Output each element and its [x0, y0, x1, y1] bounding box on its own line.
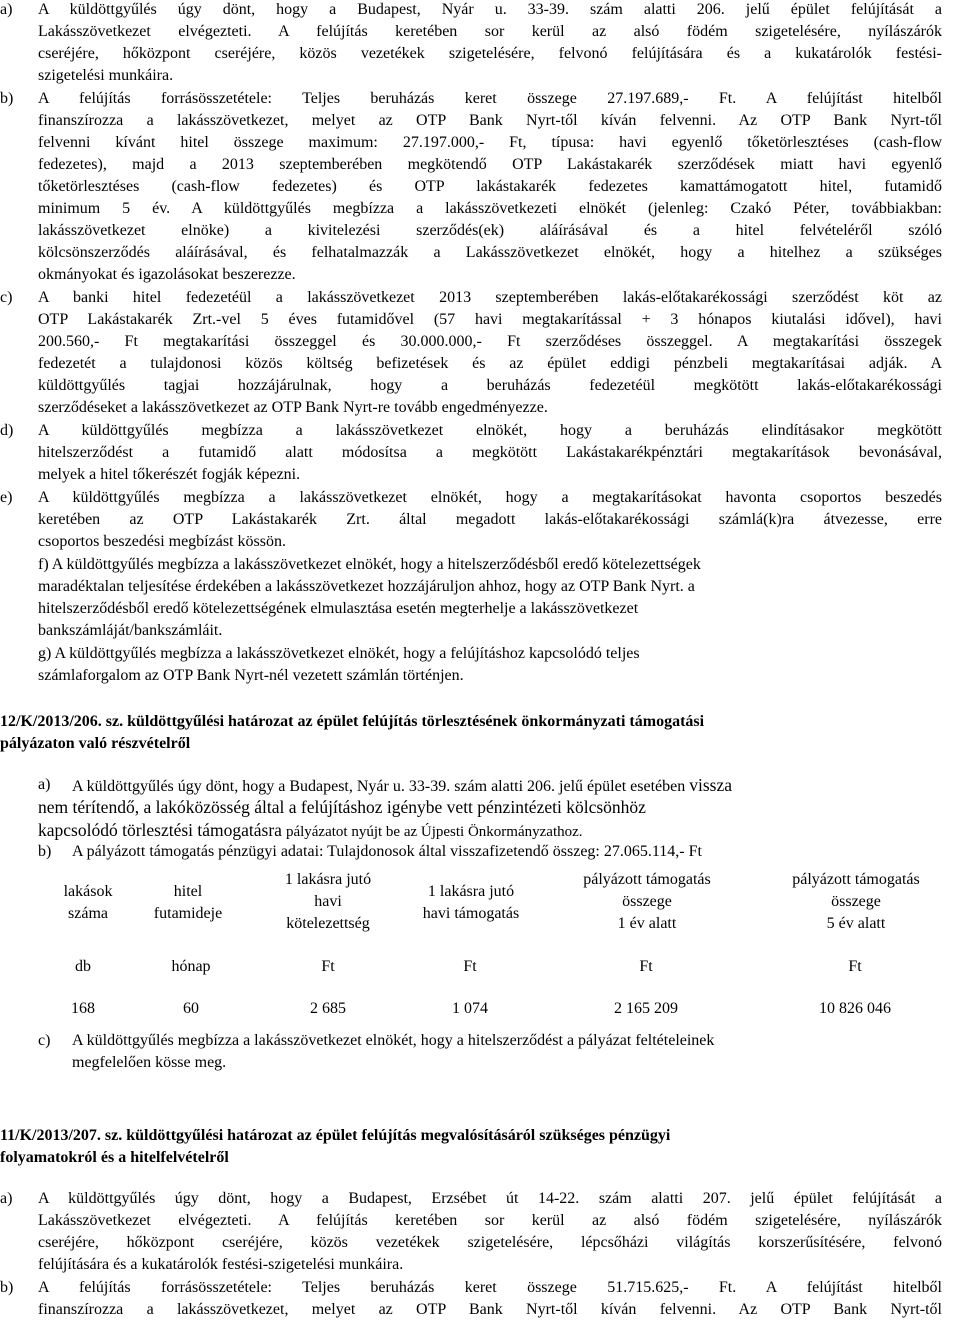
table-header-text: futamideje: [153, 905, 223, 922]
paragraph-line: küldöttgyűlés tagjai hozzájárulnak, hogy a beruházás fedezetéül megkötött lakás-előtakarékossági: [38, 377, 942, 394]
item-label-b: b): [38, 843, 52, 860]
paragraph-text: A küldöttgyűlés úgy dönt, hogy a Budapest, Nyár u. 33-39. szám alatti 206. jelű épület esetében: [72, 778, 686, 795]
table-value-cell: 2 165 209: [614, 1000, 678, 1017]
paragraph-text: vissza: [689, 775, 732, 795]
paragraph-line: A pályázott támogatás pénzügyi adatai: Tulajdonosok által visszafizetendő összeg: 27.065.114,- Ft: [72, 843, 702, 860]
paragraph-line: cseréjére, hőközpont cseréjére, közös vezetékek szigetelésére, felvonó felújítására és a kukatárolók festési-: [38, 45, 942, 62]
table-header-text: havi: [314, 893, 342, 910]
paragraph-line: cseréjére, hőközpont cseréjére, közös vezetékek szigetelésére, lépcsőházi világítás korszerűsítésére, felvonó: [38, 1234, 942, 1251]
resolution-heading: pályázaton való részvételről: [0, 735, 191, 752]
table-header-text: 1 lakásra jutó: [284, 871, 372, 888]
table-header-text: kötelezettség: [286, 915, 370, 932]
table-header-text: összege: [831, 893, 881, 910]
table-header-text: hitel: [173, 883, 203, 900]
paragraph-line: szigetelési munkáira.: [38, 67, 174, 84]
paragraph-line: A küldöttgyűlés megbízza a lakásszövetkezet elnökét, hogy a beruházás elindításakor megkötött: [38, 422, 942, 439]
item-label-a: a): [0, 1190, 13, 1207]
table-header-text: összege: [622, 893, 672, 910]
table-header-text: 1 lakásra jutó: [427, 883, 515, 900]
table-unit-cell: Ft: [639, 958, 653, 975]
paragraph-line: finanszírozza a lakásszövetkezet, melyet az OTP Bank Nyrt-től kíván felvenni. Az OTP Bank Nyrt-től: [38, 112, 942, 129]
paragraph-text: pályázatot nyújt be az Újpesti Önkormányzathoz.: [285, 824, 583, 840]
table-header-text: lakások: [63, 883, 113, 900]
paragraph-line: kölcsönszerződés aláírásával, és felhatalmazzák a Lakásszövetkezet elnökét, hogy a hitelhez a szükséges: [38, 244, 942, 261]
paragraph-line: bankszámláját/bankszámláit.: [38, 622, 223, 639]
table-value-cell: 168: [71, 1000, 95, 1017]
table-unit-cell: Ft: [848, 958, 862, 975]
paragraph-line: keretében az OTP Lakástakarék Zrt. által megadott lakás-előtakarékossági számlá(k)ra átvezesse, erre: [38, 511, 942, 528]
paragraph-line: f) A küldöttgyűlés megbízza a lakásszövetkezet elnökét, hogy a hitelszerződésből eredő kötelezettségek: [38, 556, 701, 573]
paragraph-line: okmányokat és igazolásokat beszerezze.: [38, 266, 296, 283]
paragraph-line: felvenni kívánt hitel összege maximum: 27.197.000,- Ft, típusa: havi egyenlő tőketörlesztéses (cash-flow: [38, 134, 942, 151]
table-value-cell: 60: [183, 1000, 199, 1017]
paragraph-line: A küldöttgyűlés úgy dönt, hogy a Budapest, Nyár u. 33-39. szám alatti 206. jelű épület felújítását a: [38, 1, 942, 18]
paragraph-line: minimum 5 év. A küldöttgyűlés megbízza a lakásszövetkezeti elnökét (jelenleg: Czakó Péter, továbbiakban:: [38, 200, 942, 217]
item-label-b: b): [0, 90, 14, 107]
paragraph-line: Lakásszövetkezet elvégezteti. A felújítás keretében sor kerül az alsó födém szigetelésére, nyílászárók: [38, 1212, 942, 1229]
table-header-text: havi támogatás: [422, 905, 520, 922]
table-unit-cell: Ft: [463, 958, 477, 975]
paragraph-line: fedezetes), majd a 2013 szeptemberében megkötendő OTP Lakástakarék szerződések miatt havi egyenlő: [38, 156, 942, 173]
paragraph-line: számlaforgalom az OTP Bank Nyrt-nél vezetett számlán történjen.: [38, 667, 464, 684]
table-unit-cell: hónap: [171, 958, 211, 975]
resolution-heading: folyamatokról és a hitelfelvételről: [0, 1149, 229, 1166]
table-unit-cell: Ft: [321, 958, 335, 975]
resolution-heading: 11/K/2013/207. sz. küldöttgyűlési határozat az épület felújítás megvalósításáról szükséges pénzügyi: [0, 1127, 671, 1144]
paragraph-line: A felújítás forrásösszetétele: Teljes beruházás keret összege 51.715.625,- Ft. A felújítást hitelből: [38, 1279, 942, 1296]
item-label-c: c): [38, 1032, 51, 1049]
paragraph-line: csoportos beszedési megbízást kössön.: [38, 533, 286, 550]
paragraph-line: lakásszövetkezet elnöke) a kivitelezési szerződés(ek) aláírásával és a hitel felvételéről szóló: [38, 222, 942, 239]
paragraph-line: hitelszerződést a futamidő alatt módosítsa a megkötött Lakástakarékpénztári megtakarítások bevonásával,: [38, 444, 942, 461]
paragraph-text: kapcsolódó törlesztési támogatásra: [38, 820, 282, 840]
paragraph-line: A küldöttgyűlés megbízza a lakásszövetkezet elnökét, hogy a hitelszerződést a pályázat feltételeinek: [72, 1032, 715, 1049]
paragraph-line: A banki hitel fedezetéül a lakásszövetkezet 2013 szeptemberében lakás-előtakarékossági szerződést köt az: [38, 289, 942, 306]
table-header-text: 1 év alatt: [617, 915, 677, 932]
item-label-e: e): [0, 489, 13, 506]
item-label-a: a): [0, 1, 13, 18]
table-unit-cell: db: [75, 958, 91, 975]
table-value-cell: 1 074: [452, 1000, 488, 1017]
table-value-cell: 10 826 046: [819, 1000, 891, 1017]
resolution-heading: 12/K/2013/206. sz. küldöttgyűlési határozat az épület felújítás törlesztésének önkormányzati támogatási: [0, 713, 705, 730]
paragraph-line: OTP Lakástakarék Zrt.-vel 5 éves futamidővel (57 havi megtakarítással + 3 hónapos kiutalási idővel), havi: [38, 311, 942, 328]
paragraph-line: Lakásszövetkezet elvégezteti. A felújítás keretében sor kerül az alsó födém szigetelésére, nyílászárók: [38, 23, 942, 40]
table-header-text: 5 év alatt: [826, 915, 886, 932]
paragraph-line: hitelszerződésből eredő kötelezettségének elmulasztása esetén megterhelje a lakásszövetkezet: [38, 600, 639, 617]
paragraph-line: A küldöttgyűlés úgy dönt, hogy a Budapest, Erzsébet út 14-22. szám alatti 207. jelű épület felújítását a: [38, 1190, 942, 1207]
table-header-text: pályázott támogatás: [792, 871, 920, 888]
table-header-text: pályázott támogatás: [583, 871, 711, 888]
paragraph-line: megfelelően kösse meg.: [72, 1054, 227, 1071]
paragraph-line: tőketörlesztéses (cash-flow fedezetes) és OTP lakástakarék fedezetes kamattámogatott hitel, futamidő: [38, 178, 942, 195]
paragraph-line: nem térítendő, a lakóközösség által a felújításhoz igénybe vett pénzintézeti kölcsönhöz: [38, 797, 646, 817]
paragraph-line: [72, 775, 942, 795]
item-label-b: b): [0, 1279, 14, 1296]
item-label-d: d): [0, 422, 14, 439]
paragraph-line: finanszírozza a lakásszövetkezet, melyet az OTP Bank Nyrt-től kíván felvenni. Az OTP Bank Nyrt-től: [38, 1301, 942, 1318]
table-value-cell: 2 685: [310, 1000, 346, 1017]
item-label-c: c): [0, 289, 13, 306]
paragraph-line: melyek a hitel tőkerészét fogják képezni.: [38, 466, 301, 483]
paragraph-line: [38, 820, 583, 840]
paragraph-line: felújítására és a kukatárolók festési-szigetelési munkáira.: [38, 1256, 404, 1273]
paragraph-line: A felújítás forrásösszetétele: Teljes beruházás keret összege 27.197.689,- Ft. A felújítást hitelből: [38, 90, 942, 107]
paragraph-line: szerződéseket a lakásszövetkezet az OTP Bank Nyrt-re tovább engedményezze.: [38, 399, 548, 416]
paragraph-line: 200.560,- Ft megtakarítási összeggel és 30.000.000,- Ft szerződéses összeggel. A megtakarítási összegek: [38, 333, 942, 350]
table-header-text: száma: [68, 905, 108, 922]
paragraph-line: fedezetét a tulajdonosi közös költség befizetések és az épület eddigi pénzbeli megtakarításai adják. A: [38, 355, 942, 372]
paragraph-line: A küldöttgyűlés megbízza a lakásszövetkezet elnökét, hogy a megtakarításokat havonta csoportos beszedés: [38, 489, 942, 506]
item-label-a: a): [38, 776, 51, 793]
paragraph-line: g) A küldöttgyűlés megbízza a lakásszövetkezet elnökét, hogy a felújításhoz kapcsolódó teljes: [38, 645, 640, 662]
paragraph-line: maradéktalan teljesítése érdekében a lakásszövetkezet hozzájáruljon ahhoz, hogy az OTP Bank Nyrt. a: [38, 578, 695, 595]
